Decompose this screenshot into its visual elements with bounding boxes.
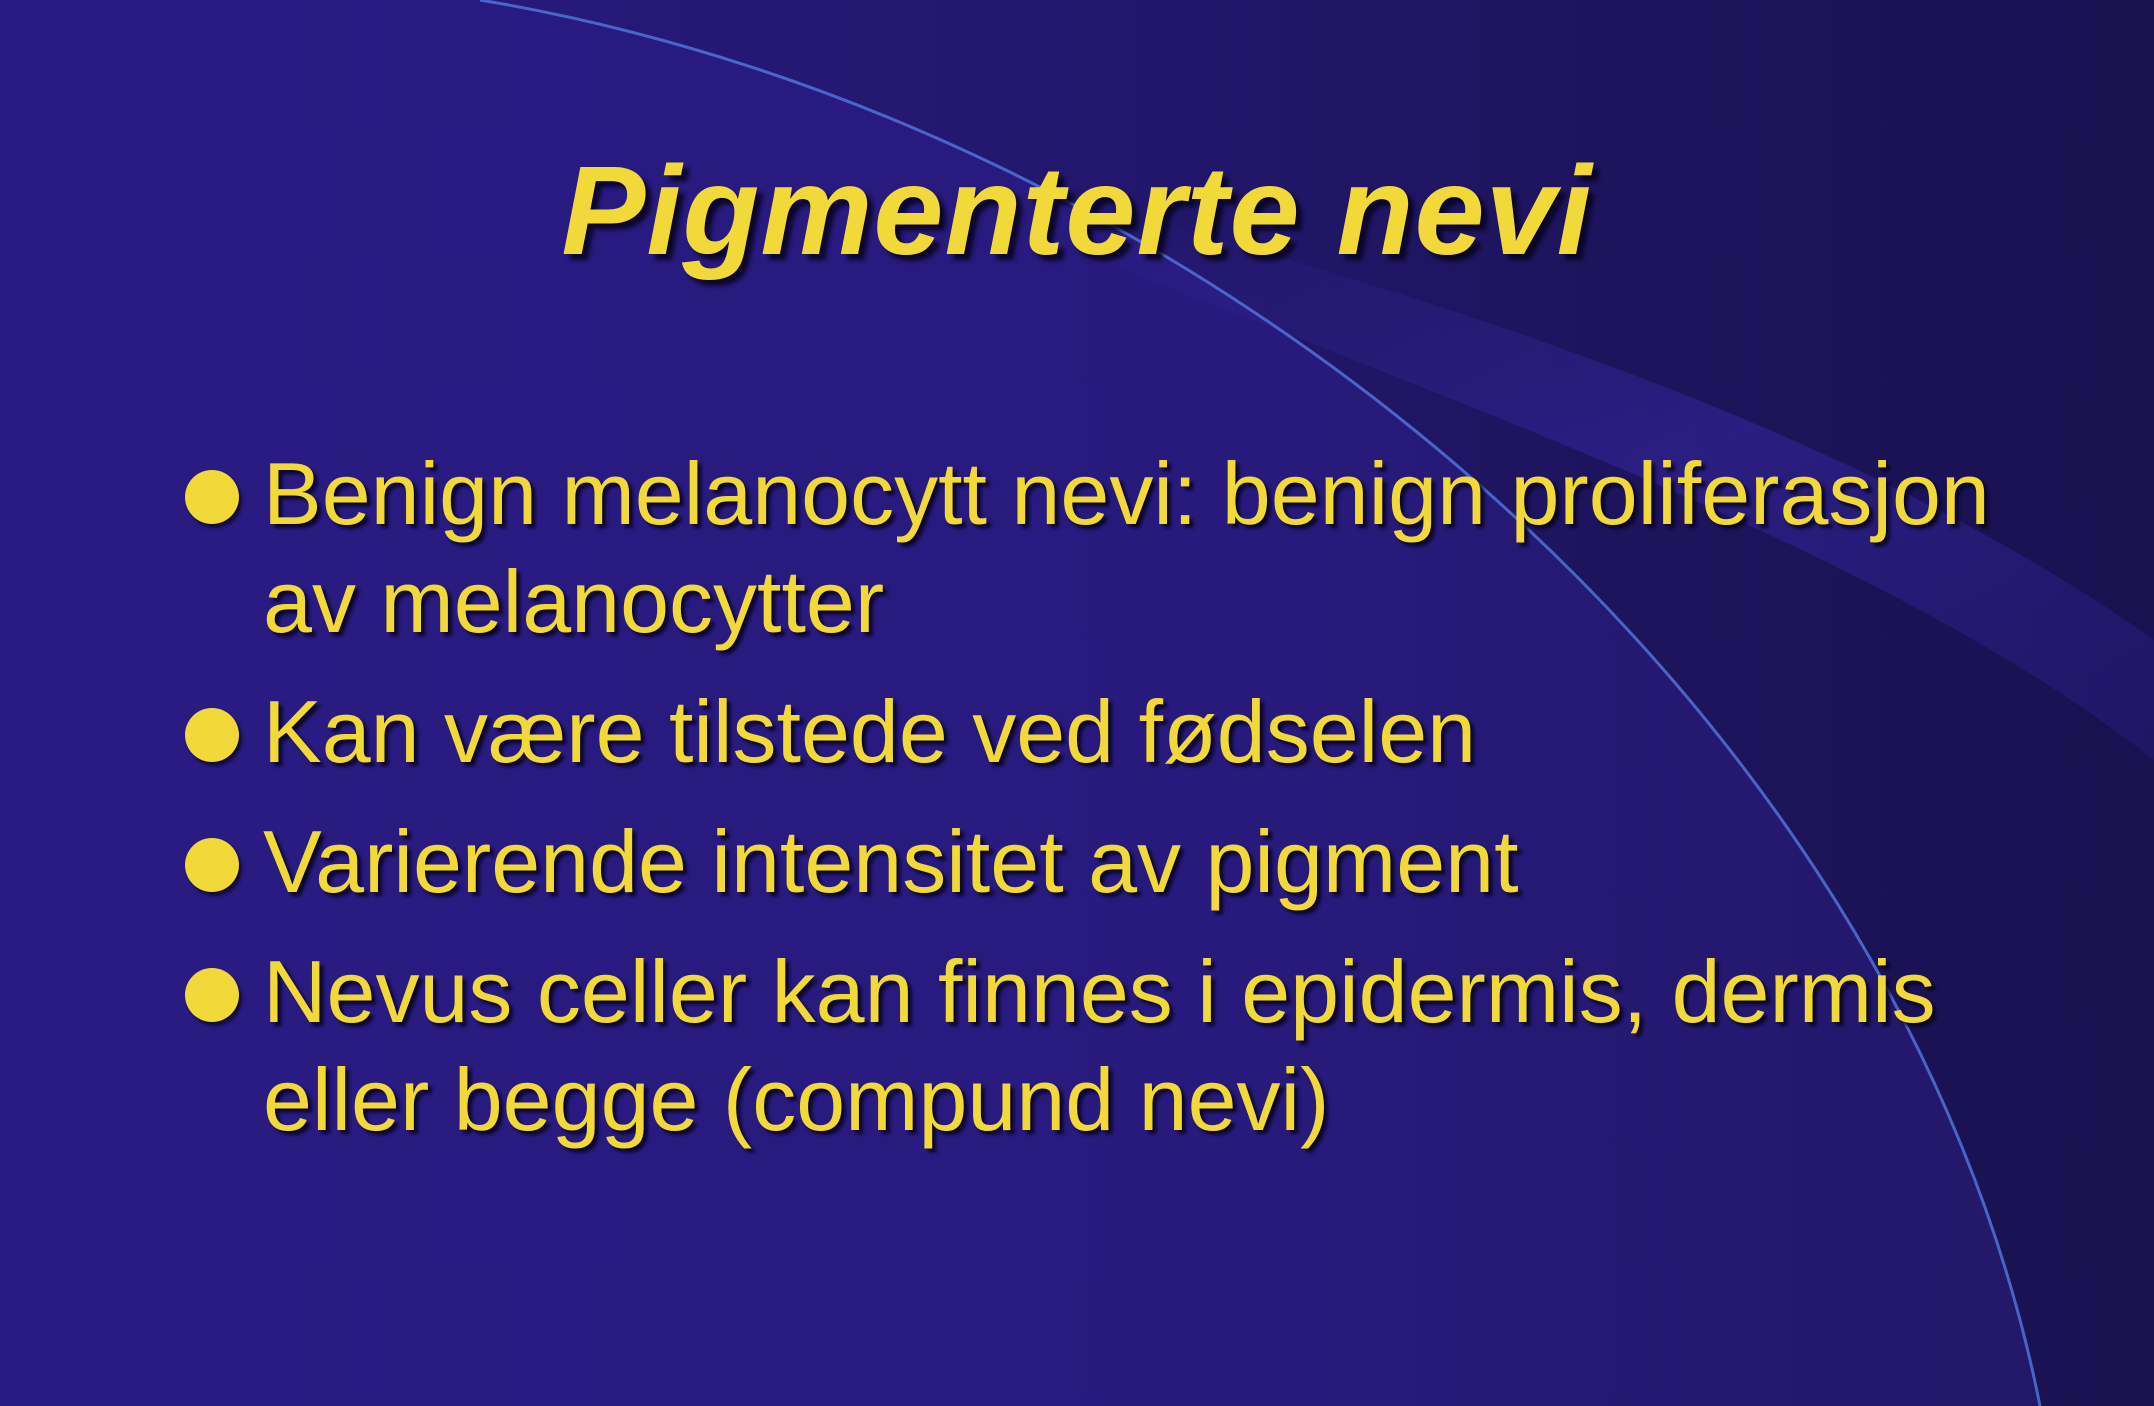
bullet-dot-icon — [185, 838, 239, 892]
bullet-item — [185, 440, 2085, 656]
bullet-text: Varierende intensitet av pigment — [263, 812, 1519, 911]
slide-title-text: Pigmenterte nevi — [561, 140, 1593, 281]
bullet-item — [185, 938, 2085, 1154]
bullet-item — [185, 678, 2085, 786]
bullet-item — [185, 808, 2085, 916]
bullet-list — [185, 440, 2085, 1176]
bullet-text: Benign melanocytt nevi: benign proliferasjon av melanocytter — [263, 444, 1990, 651]
bullet-text: Kan være tilstede ved fødselen — [263, 682, 1477, 781]
bullet-dot-icon — [185, 968, 239, 1022]
slide-title — [0, 140, 2154, 281]
bullet-dot-icon — [185, 470, 239, 524]
bullet-text: Nevus celler kan finnes i epidermis, dermis eller begge (compund nevi) — [263, 942, 1936, 1149]
bullet-dot-icon — [185, 708, 239, 762]
